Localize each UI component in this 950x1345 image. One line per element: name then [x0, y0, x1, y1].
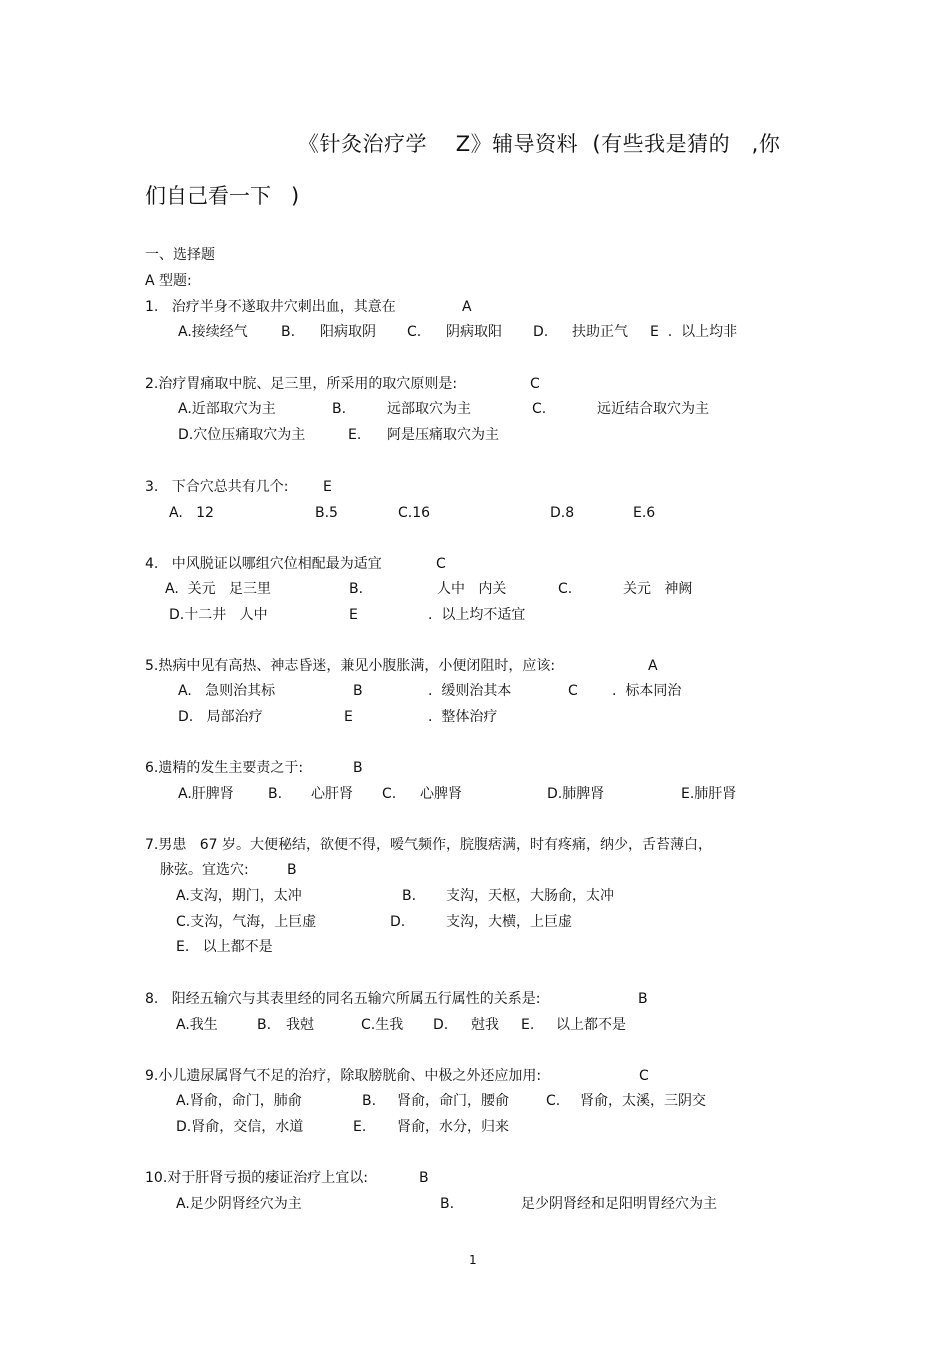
question-8-option: 我尅 [286, 1017, 314, 1033]
question-4-option: 人中 内关 [437, 581, 507, 597]
question-1-option: 阴病取阳 [446, 324, 502, 340]
question-1-option: 扶助正气 [572, 324, 628, 340]
question-3-stem: 3. 下合穴总共有几个: [145, 479, 289, 495]
question-5-option: A. 急则治其标 [178, 683, 276, 699]
question-9-option: D.肾俞，交信，水道 [176, 1119, 304, 1135]
question-7-option: D. [390, 914, 406, 930]
question-2-option: 远部取穴为主 [387, 401, 471, 417]
question-8-option: B. [257, 1017, 272, 1033]
question-5-option: E [344, 709, 353, 725]
question-8-option: E. [521, 1017, 535, 1033]
question-9-option: 肾俞，水分，归来 [397, 1119, 509, 1135]
question-2-option: C. [532, 401, 547, 417]
question-1-option: E . 以上均非 [650, 324, 738, 340]
question-1-option: C. [407, 324, 422, 340]
question-1-stem: 1. 治疗半身不遂取井穴刺出血，其意在 [145, 299, 396, 315]
question-3-option: B.5 [315, 505, 338, 521]
question-8-option: A.我生 [176, 1017, 218, 1033]
question-4-stem: 4. 中风脱证以哪组穴位相配最为适宜 [145, 556, 382, 572]
question-7-option: B. [402, 888, 417, 904]
question-8-option: C.生我 [361, 1017, 404, 1033]
question-7-option: 支沟，大横，上巨虚 [446, 914, 572, 930]
question-7-option: 支沟，天枢，大肠俞，太冲 [446, 888, 614, 904]
question-5-option: . 标本同治 [612, 683, 682, 699]
question-8-option: 尅我 [471, 1017, 499, 1033]
question-5-option: D. 局部治疗 [178, 709, 263, 725]
question-6-option: 心肝肾 [311, 786, 353, 802]
question-2-option: B. [332, 401, 347, 417]
question-4-option: E [349, 607, 358, 623]
question-4-option: 关元 神阙 [623, 581, 693, 597]
question-6-option: E.肺肝肾 [681, 786, 737, 802]
question-9-option: 肾俞，命门，腰俞 [397, 1093, 509, 1109]
question-10-option: 足少阴肾经和足阳明胃经穴为主 [521, 1196, 717, 1212]
question-7-stem: 7.男患 67 岁。大便秘结，欲便不得，嗳气频作，脘腹痞满，时有疼痛，纳少，舌苔薄白， [145, 837, 712, 853]
document-title-line2: 们自己看一下 ) [145, 184, 300, 208]
question-6-option: C. [382, 786, 397, 802]
question-9-stem: 9.小儿遗尿属肾气不足的治疗，除取膀胱俞、中极之外还应加用: [145, 1068, 542, 1084]
question-4-option: A. 关元 足三里 [165, 581, 272, 597]
question-10-stem: 10.对于肝肾亏损的痿证治疗上宜以: [145, 1170, 368, 1186]
question-4-option: . 以上均不适宜 [428, 607, 526, 623]
question-7-stem-continued: 脉弦。宜选穴: [160, 862, 249, 878]
question-1-option: B. [281, 324, 296, 340]
question-5-option: . 整体治疗 [428, 709, 498, 725]
question-9-answer: C [639, 1068, 649, 1084]
question-9-option: C. [546, 1093, 561, 1109]
question-1-option: A.接续经气 [178, 324, 248, 340]
question-5-stem: 5.热病中见有高热、神志昏迷，兼见小腹胀满，小便闭阻时，应该: [145, 658, 556, 674]
question-3-option: D.8 [550, 505, 575, 521]
question-8-option: 以上都不是 [556, 1017, 626, 1033]
question-7-answer: B [287, 862, 297, 878]
question-4-option: B. [349, 581, 364, 597]
question-6-option: B. [268, 786, 283, 802]
question-3-option: A. 12 [169, 505, 214, 521]
question-3-answer: E [323, 479, 332, 495]
question-5-option: B [353, 683, 363, 699]
question-9-option: A.肾俞，命门，肺俞 [176, 1093, 302, 1109]
question-1-answer: A [462, 299, 472, 315]
question-7-option: C.支沟，气海，上巨虚 [176, 914, 317, 930]
question-10-option: B. [440, 1196, 455, 1212]
question-6-answer: B [353, 760, 363, 776]
question-10-answer: B [419, 1170, 429, 1186]
question-1-option: D. [533, 324, 549, 340]
question-2-stem: 2.治疗胃痛取中脘、足三里，所采用的取穴原则是: [145, 376, 458, 392]
question-9-option: E. [353, 1119, 367, 1135]
question-3-option: E.6 [633, 505, 656, 521]
page-number: 1 [469, 1253, 477, 1267]
question-4-option: C. [558, 581, 573, 597]
section-heading: 一、选择题 [145, 247, 215, 263]
question-5-option: . 缓则治其本 [428, 683, 512, 699]
question-4-answer: C [436, 556, 446, 572]
question-7-option: A.支沟，期门，太冲 [176, 888, 302, 904]
question-2-option: 阿是压痛取穴为主 [387, 427, 499, 443]
question-2-option: A.近部取穴为主 [178, 401, 276, 417]
question-8-option: D. [433, 1017, 449, 1033]
question-2-option: E. [348, 427, 362, 443]
question-6-option: A.肝脾肾 [178, 786, 234, 802]
question-7-option: E. 以上都不是 [176, 939, 273, 955]
question-9-option: B. [362, 1093, 377, 1109]
document-title-line1: 《针灸治疗学 Z》辅导资料 (有些我是猜的 ,你 [298, 132, 781, 156]
question-6-stem: 6.遗精的发生主要责之于: [145, 760, 304, 776]
question-5-answer: A [648, 658, 658, 674]
question-3-option: C.16 [398, 505, 431, 521]
question-2-option: 远近结合取穴为主 [597, 401, 709, 417]
subsection-heading: A 型题: [145, 273, 192, 289]
question-6-option: D.肺脾肾 [547, 786, 605, 802]
question-10-option: A.足少阴肾经穴为主 [176, 1196, 302, 1212]
question-6-option: 心脾肾 [420, 786, 462, 802]
question-4-option: D.十二井 人中 [169, 607, 268, 623]
question-8-answer: B [638, 991, 648, 1007]
question-8-stem: 8. 阳经五输穴与其表里经的同名五输穴所属五行属性的关系是: [145, 991, 541, 1007]
question-1-option: 阳病取阴 [320, 324, 376, 340]
question-2-answer: C [530, 376, 540, 392]
question-2-option: D.穴位压痛取穴为主 [178, 427, 306, 443]
question-5-option: C [568, 683, 578, 699]
question-9-option: 肾俞，太溪，三阴交 [580, 1093, 706, 1109]
